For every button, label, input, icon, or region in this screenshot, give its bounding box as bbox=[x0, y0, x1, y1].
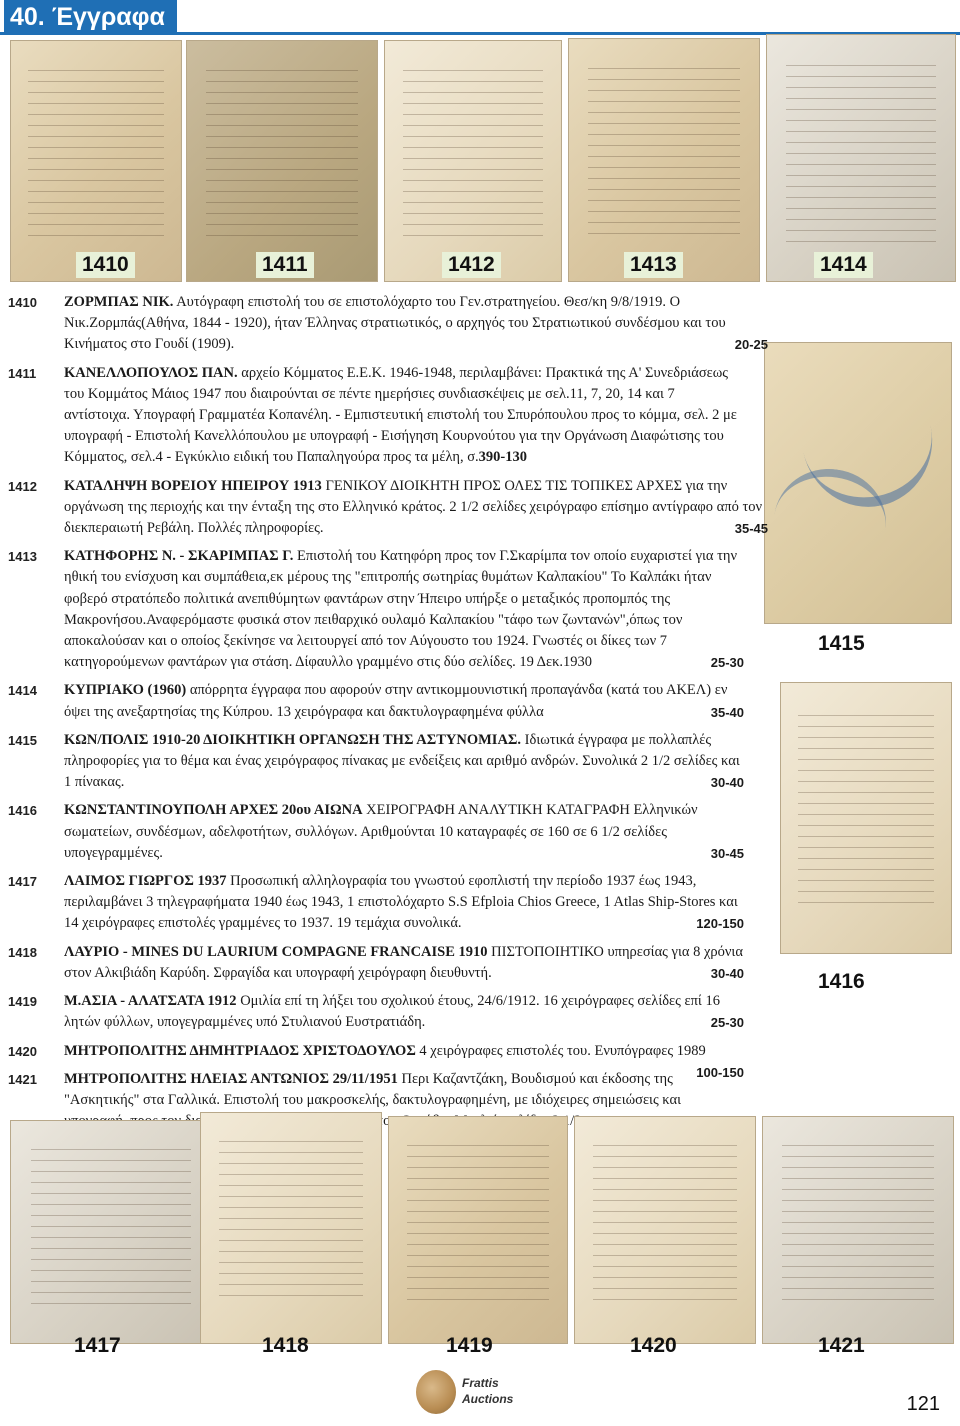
photo-label: 1415 bbox=[818, 632, 865, 655]
photo-label: 1416 bbox=[818, 970, 865, 993]
lot-price: 25-30 bbox=[710, 1015, 744, 1031]
lot-price: 35-40 bbox=[710, 704, 744, 720]
lot-description: ΓΕΝΙΚΟΥ ΔΙΟΙΚΗΤΗ ΠΡΟΣ ΟΛΕΣ ΤΙΣ ΤΟΠΙΚΕΣ ΑΡΧΕΣ για την οργάνωση της περιοχής και την ένταξη της στο Ελληνικό κράτος. 2 1/2 σελίδες χειρόγραφο επίσημο αντίγραφο από τον διεκπεραιωτή Ρεβάλη. Πολλές πληροφορίες. bbox=[64, 477, 763, 537]
lot-description: απόρρητα έγγραφα που αφορούν στην αντικομμουνιστική προπαγάνδα (κατά του ΑΚΕΛ) εν όψει της ανεξαρτησίας της Κύπρου. 13 χειρόγραφα και δακτυλογραφημένα φύλλα bbox=[64, 682, 728, 720]
page-header bbox=[0, 0, 960, 34]
lot-number: 1416 bbox=[8, 803, 37, 819]
lot-heading: ΜΗΤΡΟΠΟΛΙΤΗΣ ΗΛΕΙΑΣ ΑΝΤΩΝΙΟΣ 29/11/1951 bbox=[64, 1070, 398, 1087]
lot-number: 1419 bbox=[8, 994, 37, 1010]
document-photo-1421 bbox=[762, 1116, 954, 1344]
lot-number: 1421 bbox=[8, 1071, 37, 1087]
lot-price: 390-130 bbox=[478, 449, 528, 466]
photo-label: 1420 bbox=[630, 1334, 677, 1357]
lot-heading: ΚΑΤΗΦΟΡΗΣ Ν. - ΣΚΑΡΙΜΠΑΣ Γ. bbox=[64, 548, 294, 565]
lot-number: 1413 bbox=[8, 549, 37, 565]
lot-description: Ομιλία επί τη λήξει του σχολικού έτους, 24/6/1912. 16 χειρόγραφες σελίδες επί 16 λητών φύλλων, υπογεγραμμένες υπό Στυλιανού Ευστρατιάδη. bbox=[64, 993, 720, 1031]
photo-label: 1419 bbox=[446, 1334, 493, 1357]
lot-heading: ΚΩΝ/ΠΟΛΙΣ 1910-20 ΔΙΟΙΚΗΤΙΚΗ ΟΡΓΑΝΩΣΗ ΤΗΣ ΑΣΤΥΝΟΜΙΑΣ. bbox=[64, 731, 522, 748]
page-title: 40. Έγγραφα bbox=[4, 0, 177, 34]
lot-heading: Μ.ΑΣΙΑ - ΑΛΑΤΣΑΤΑ 1912 bbox=[64, 993, 237, 1010]
lot-entry bbox=[8, 942, 744, 984]
lot-heading: ΖΟΡΜΠΑΣ ΝΙΚ. bbox=[64, 294, 174, 310]
photo-label: 1411 bbox=[256, 252, 314, 278]
lot-number: 1410 bbox=[8, 295, 37, 310]
lot-heading: ΚΩΝΣΤΑΝΤΙΝΟΥΠΟΛΗ ΑΡΧΕΣ 20ου ΑΙΩΝΑ bbox=[64, 802, 363, 819]
lot-description: Προσωπική αλληλογραφία του γνωστού εφοπλιστή την περίοδο 1937 έως 1943, περιλαμβάνει 3 τηλεγραφήματα 1940 έως 1943, 1 επιστολόχαρτο S.S Efploia Chios Greece, 1 Atlas Ship-Stores και 14 χειρόγραφες επιστολές γραμμένες το 1937. 19 τεμάχια συνολικά. bbox=[64, 873, 738, 932]
lot-entry bbox=[8, 546, 744, 673]
lot-entry bbox=[8, 991, 744, 1033]
document-photo-1417 bbox=[10, 1120, 212, 1344]
cherub-icon bbox=[416, 1370, 456, 1414]
document-photo-1419 bbox=[388, 1116, 568, 1344]
logo-name: Frattis bbox=[462, 1376, 499, 1390]
lot-description: Ιδιωτικά έγγραφα με πολλαπλές πληροφορίες για το θέμα και ένας χειρόγραφος πίνακας με ενδείξεις και αριθμό ανδρών. Συνολικά 2 1/2 σελίδες και 1 πίνακας. bbox=[64, 731, 740, 791]
lot-price: 20-25 bbox=[734, 337, 768, 353]
logo-subtitle: Auctions bbox=[462, 1392, 514, 1406]
lot-number: 1415 bbox=[8, 732, 37, 748]
lot-number: 1414 bbox=[8, 683, 37, 699]
lot-description: ΠΙΣΤΟΠΟΙΗΤΙΚΟ υπηρεσίας για 8 χρόνια στον Αλκιβιάδη Καρύδη. Σφραγίδα και υπογραφή χειρόγραφη διευθυντή. bbox=[64, 943, 743, 981]
lot-description: αρχείο Κόμματος Ε.Ε.Κ. 1946-1948, περιλαμβάνει: Πρακτικά της Α' Συνεδριάσεως του Κομμάτος Μάιος 1947 που διαιρούνται σε πέντε ημερήσιες συνδιασκέψεις με σελ.11, 7, 20, 14 και 7 αντίστοιχα. Υπογραφή Γραμματέα Κοπανέλη. - Εμπιστευτική επιστολή του Σπυρόπουλου προς το κόμμα, σελ. 2 με υπογραφή - Επιστολή Κανελλόπουλου με υπογραφή - Εισήγηση Κουρνούτου για την Οργάνωση Διαφώτισης του Κόμματος, σελ.4 - Εγκύκλιο ειδική του Παπαληγούρα προς τα μέλη, σ. bbox=[64, 364, 737, 466]
page-number: 121 bbox=[906, 1393, 940, 1415]
document-photo-1414 bbox=[766, 34, 956, 282]
document-photo-1411 bbox=[186, 40, 378, 282]
lot-description: Περι Καζαντζάκη, Βουδισμού και έκδοσης της "Ασκητικής" στα Γαλλικά. Επιστολή του μακροσκελής, δακτυλογραφημένη, με ιδιόχειρες σημειώσεις και bbox=[64, 1070, 681, 1108]
document-photo-1413 bbox=[568, 38, 760, 282]
document-photo-1418 bbox=[200, 1112, 382, 1344]
lot-heading: ΚΑΤΑΛΗΨΗ ΒΟΡΕΙΟΥ ΗΠΕΙΡΟΥ 1913 bbox=[64, 477, 322, 494]
lot-price: 30-45 bbox=[710, 845, 744, 861]
lot-entry bbox=[8, 363, 744, 469]
document-photo-1412 bbox=[384, 40, 562, 282]
photo-label: 1410 bbox=[76, 252, 135, 278]
lot-entry bbox=[8, 292, 768, 356]
lot-description: 4 χειρόγραφες επιστολές του. Ενυπόγραφες 1989 bbox=[415, 1042, 706, 1059]
lot-price: 35-45 bbox=[734, 521, 768, 537]
lot-number: 1412 bbox=[8, 478, 37, 494]
lot-price: 30-40 bbox=[710, 965, 744, 981]
lot-entry bbox=[8, 680, 744, 722]
lot-description: Επιστολή του Κατηφόρη προς τον Γ.Σκαρίμπα τον οποίο ευχαριστεί για την ηθική του ενίσχυση και συμπάθεια,εκ μέρους της "επιτροπής σωτηρίας θυμάτων Καλπακίου" Το Καλπάκι ήταν φοβερό στρατόπεδο πολιτικά ανεπιθύμητων φαντάρων στην Ήπειρο υπήρξε ο μεταξικός προπομπός της Μακρονήσου.Αναφερόμαστε φυσικά στον πειθαρχικό ουλαμό Καλπακίου "τάφο των ζωντανών",όπως τον αποκαλούσαν και ο οποίος ξεκίνησε να λειτουργεί από τον Αύγουστο του 1924. Γνωστές οι δίκες των 7 κατηγορούμενων φαντάρων για στάση. Δίφαυλλο γραμμένο στις δύο σελίδες. 19 Δεκ.1930 bbox=[64, 548, 738, 671]
photo-label: 1421 bbox=[818, 1334, 865, 1357]
lot-heading: ΜΗΤΡΟΠΟΛΙΤΗΣ ΔΗΜΗΤΡΙΑΔΟΣ ΧΡΙΣΤΟΔΟΥΛΟΣ bbox=[64, 1042, 416, 1059]
photo-label: 1417 bbox=[74, 1334, 121, 1357]
lot-description: ΧΕΙΡΟΓΡΑΦΗ ΑΝΑΛΥΤΙΚΗ ΚΑΤΑΓΡΑΦΗ Ελληνικών σωματείων, συνδέσμων, αδελφοτήτων, συλλόγων. Αριθμούνται 10 καταγραφές σε 160 σε 6 1/2 σελίδες υπογεγραμμένες. bbox=[64, 802, 698, 861]
lot-price: 120-150 bbox=[696, 916, 744, 932]
lot-heading: ΚΑΝΕΛΛΟΠΟΥΛΟΣ ΠΑΝ. bbox=[64, 364, 238, 381]
document-photo-1416 bbox=[780, 682, 952, 954]
lot-description: Αυτόγραφη επιστολή του σε επιστολόχαρτο του Γεν.στρατηγείου. Θεσ/κη 9/8/1919. Ο Νικ.Ζορμπάς(Αθήνα, 1844 - 1920), ήταν Έλληνας στρατιωτικός, ο αρχηγός του Στρατιωτικού συνδέσμου και του Κινήματος στο Γουδί (1909). bbox=[64, 294, 726, 353]
lot-number: 1420 bbox=[8, 1043, 37, 1059]
photo-label: 1414 bbox=[814, 252, 873, 278]
lot-entry bbox=[8, 476, 768, 540]
document-photo-1415 bbox=[764, 342, 952, 624]
photo-label: 1413 bbox=[624, 252, 683, 278]
photo-label: 1418 bbox=[262, 1334, 309, 1357]
lot-number: 1418 bbox=[8, 944, 37, 960]
document-photo-1410 bbox=[10, 40, 182, 282]
lot-number: 1417 bbox=[8, 874, 37, 890]
lot-price: 30-40 bbox=[710, 775, 744, 791]
auction-logo bbox=[416, 1366, 536, 1420]
document-photo-1420 bbox=[574, 1116, 756, 1344]
lot-price: 100-150 bbox=[696, 1064, 744, 1080]
photo-label: 1412 bbox=[442, 252, 501, 278]
lot-number: 1411 bbox=[8, 365, 37, 381]
lot-heading: ΛΑΙΜΟΣ ΓΙΩΡΓΟΣ 1937 bbox=[64, 873, 227, 890]
lot-list bbox=[8, 292, 768, 1139]
lot-heading: ΚΥΠΡΙΑΚΟ (1960) bbox=[64, 682, 187, 699]
lot-heading: ΛΑΥΡΙΟ - MINES DU LAURIUM COMPAGNE FRANCAISE 1910 bbox=[64, 943, 488, 960]
lot-price: 25-30 bbox=[710, 655, 744, 671]
lot-entry bbox=[8, 800, 744, 864]
lot-entry bbox=[8, 730, 744, 794]
lot-entry bbox=[8, 871, 744, 935]
